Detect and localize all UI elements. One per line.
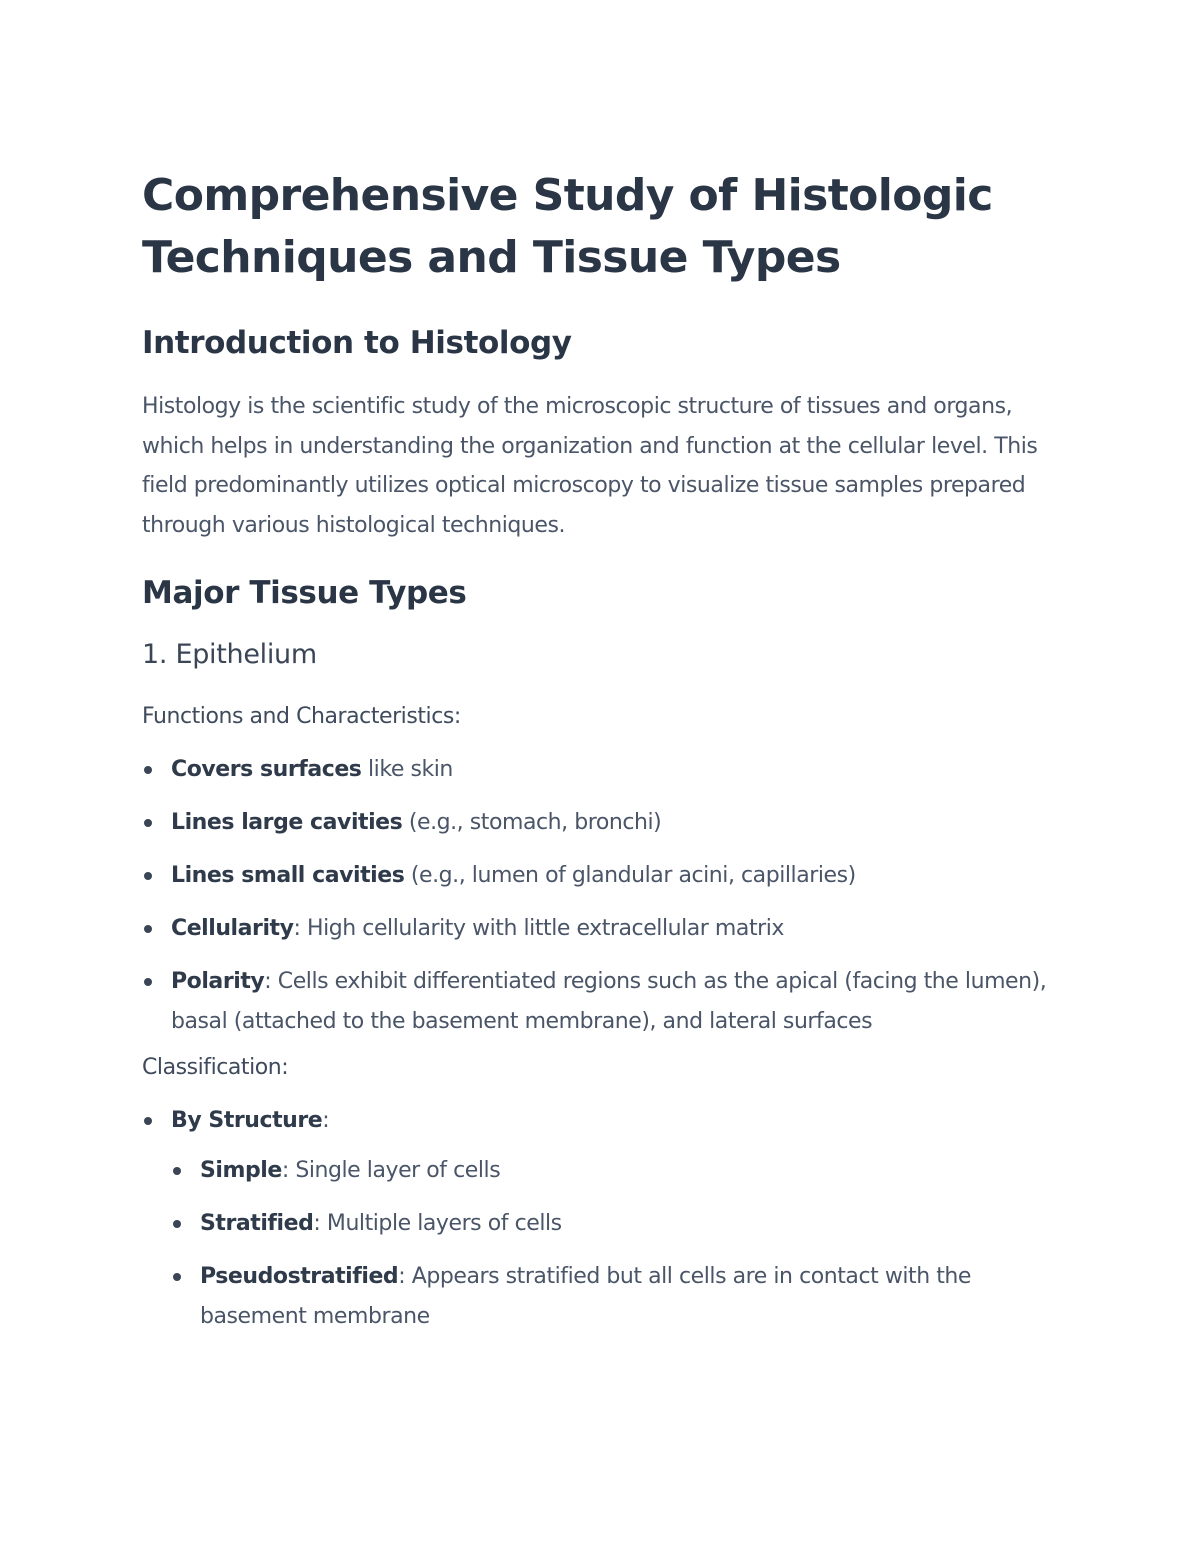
list-item <box>142 909 1062 949</box>
list-item <box>142 1101 1062 1337</box>
intro-heading: Introduction to Histology <box>142 325 572 361</box>
epithelium-heading: 1. Epithelium <box>142 639 317 670</box>
item-text: : Appears stratified but all cells are in contact with the basement membrane <box>200 1264 971 1329</box>
item-term: Polarity <box>171 969 265 994</box>
bullet-icon <box>144 872 152 880</box>
intro-paragraph: Histology is the scientific study of the microscopic structure of tissues and organs, which helps in understanding the organization and function at the cellular level. This field predominantly utilizes optical microscopy to visualize tissue samples prepared through various histological techniques. <box>142 394 1038 538</box>
functions-list <box>142 750 1062 1042</box>
item-text: : Multiple layers of cells <box>313 1211 562 1236</box>
item-text: like skin <box>361 757 453 782</box>
item-text: : High cellularity with little extracellular matrix <box>293 916 784 941</box>
bullet-icon <box>173 1220 181 1228</box>
structure-sublist <box>171 1151 1062 1337</box>
functions-label: Functions and Characteristics: <box>142 704 461 729</box>
bullet-icon <box>144 766 152 774</box>
item-term: Covers surfaces <box>171 757 362 782</box>
list-item <box>171 1257 1062 1337</box>
bullet-icon <box>144 978 152 986</box>
classification-label: Classification: <box>142 1055 289 1080</box>
list-item <box>171 1204 1062 1244</box>
item-term: Lines small cavities <box>171 863 405 888</box>
item-text: (e.g., lumen of glandular acini, capillaries) <box>404 863 856 888</box>
item-term: Lines large cavities <box>171 810 403 835</box>
list-item <box>171 1151 1062 1191</box>
list-item <box>142 750 1062 790</box>
item-term: Simple <box>200 1158 282 1183</box>
document-title: Comprehensive Study of Histologic Techniques and Tissue Types <box>142 170 993 283</box>
bullet-icon <box>144 1117 152 1125</box>
classification-list <box>142 1101 1062 1337</box>
major-tissue-types-heading: Major Tissue Types <box>142 575 467 611</box>
item-term: Pseudostratified <box>200 1264 399 1289</box>
bullet-icon <box>144 819 152 827</box>
item-text: (e.g., stomach, bronchi) <box>402 810 662 835</box>
item-text: : Cells exhibit differentiated regions such as the apical (facing the lumen), basal (attached to the basement membrane), and lateral surfaces <box>171 969 1047 1034</box>
document-page <box>142 165 1062 1350</box>
bullet-icon <box>173 1167 181 1175</box>
item-text: : Single layer of cells <box>281 1158 501 1183</box>
item-text: : <box>322 1108 330 1133</box>
item-term: Cellularity <box>171 916 294 941</box>
item-term: Stratified <box>200 1211 314 1236</box>
list-item <box>142 962 1062 1042</box>
bullet-icon <box>144 925 152 933</box>
item-term: By Structure <box>171 1108 323 1133</box>
list-item <box>142 803 1062 843</box>
list-item <box>142 856 1062 896</box>
bullet-icon <box>173 1273 181 1281</box>
